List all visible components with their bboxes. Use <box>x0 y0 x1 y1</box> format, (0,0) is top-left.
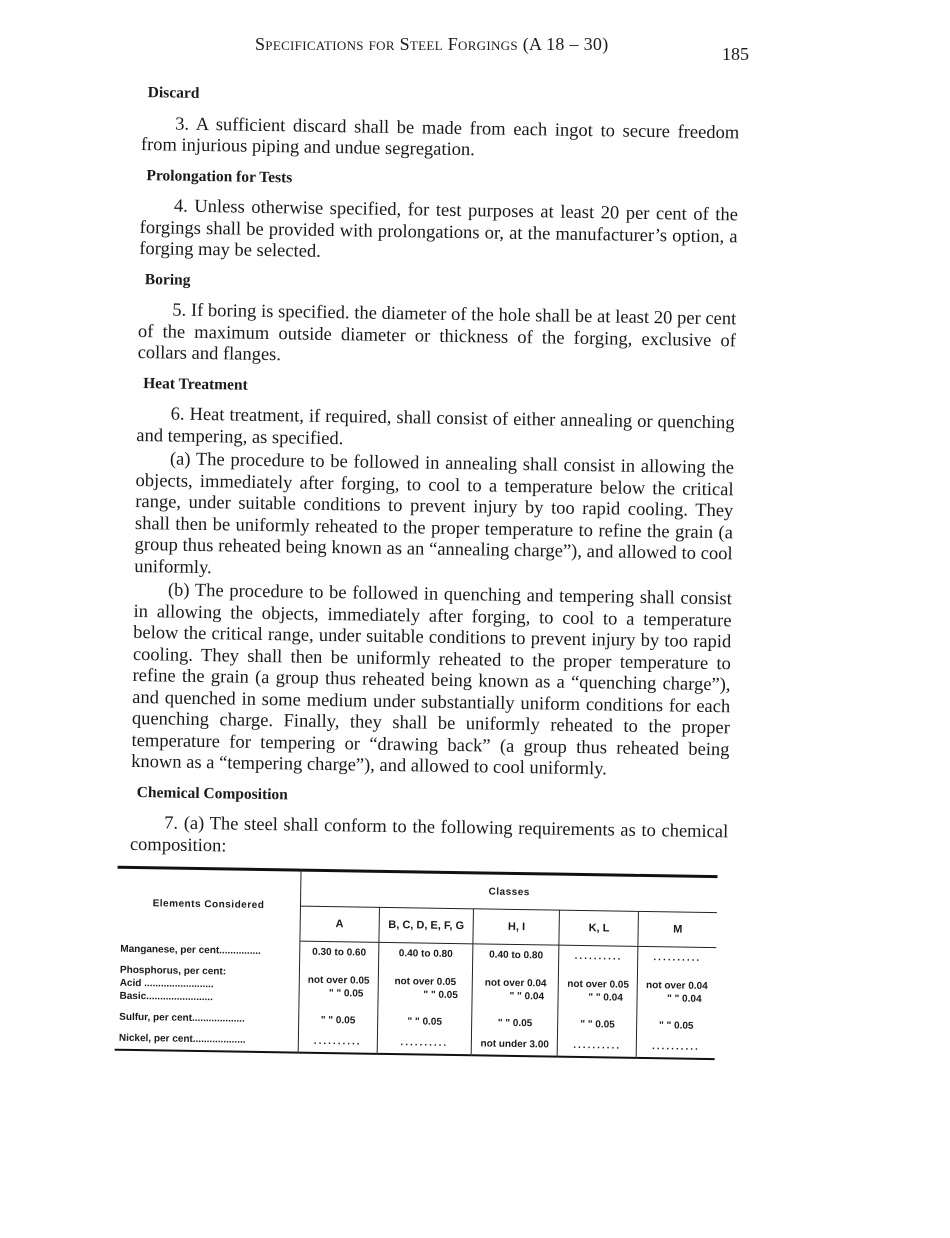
para-annealing: (a) The procedure to be followed in annealing shall consist in allowing the objects, immediately after forging, to cool to a temperature below the critical range, under suitable conditions to prevent injury by too rapid cooling. They shall then be uniformly reheated to the proper temperature to refine the grain (a group thus reheated being known as an “annealing charge”), and allowed to cool uniformly. <box>134 449 735 578</box>
cell-manganese-kl: .......... <box>559 945 638 968</box>
para-prolongation: 4. Unless otherwise specified, for test purposes at least 20 per cent of the forgings shall be provided with prolongations or, at the manufacturer’s option, a forging may be selected. <box>139 196 739 262</box>
cell-sulfur-hi: " " 0.05 <box>472 1012 559 1034</box>
heading-discard: Discard <box>147 84 200 102</box>
cell-phosphorus-a <box>299 963 379 1011</box>
cell-nickel-kl: .......... <box>558 1035 637 1058</box>
cell-sulfur-bcdefg: " " 0.05 <box>377 1011 472 1033</box>
class-a-header: A <box>300 906 379 942</box>
cell-manganese-m: .......... <box>653 952 702 964</box>
heading-chemical: Chemical Composition <box>136 783 288 803</box>
class-m-header: M <box>638 911 717 947</box>
cell-nickel-bcdefg: .......... <box>377 1032 472 1055</box>
cell-phosphorus-m <box>637 968 716 1016</box>
cell-manganese-hi: 0.40 to 0.80 <box>473 944 560 967</box>
class-kl-header: K, L <box>559 910 638 946</box>
phosphorus-basic-bcdefg: " " 0.05 <box>423 989 458 1001</box>
class-hi-header: H, I <box>473 909 560 945</box>
cell-manganese-bcdefg: 0.40 to 0.80 <box>378 942 473 965</box>
row-label-nickel: Nickel, per cent................... <box>115 1028 299 1053</box>
page-number: 185 <box>722 44 749 64</box>
cell-sulfur-m: " " 0.05 <box>658 1020 694 1032</box>
classes-header: Classes <box>300 870 717 913</box>
elements-header: Elements Considered <box>116 867 301 941</box>
cell-phosphorus-kl <box>558 967 638 1015</box>
cell-phosphorus-hi <box>472 965 559 1013</box>
row-label-phosphorus <box>115 960 299 1010</box>
phosphorus-acid-m: not over 0.04 <box>645 979 708 992</box>
phosphorus-acid-bcdefg: not over 0.05 <box>394 975 457 988</box>
heading-boring: Boring <box>144 270 191 289</box>
para-heat-treatment: 6. Heat treatment, if required, shall consist of either annealing or quenching and tempering, as specified. <box>136 404 735 449</box>
para-discard: 3. A sufficient discard shall be made from each ingot to secure freedom from injurious piping and undue segregation. <box>140 114 740 161</box>
running-title: Specifications for Steel Forgings (A 18 – 30) <box>255 34 609 54</box>
phosphorus-basic-a: " " 0.05 <box>328 987 364 1000</box>
para-quenching: (b) The procedure to be followed in quenching and tempering shall consist in allowing the objects, immediately after forging, to cool to a temperature below the critical range, under suitable conditions to prevent injury by too rapid cooling. They shall then be uniformly reheated to the proper temperature to refine the grain (a group thus reheated being known as a “quenching charge”), and quenched in some medium under substantially uniform conditions for each quenching charge. Finally, they shall be uniformly reheated to the proper temperature for tempering or “drawing back” (a group thus reheated being known as a “tempering charge”), and allowed to cool uniformly. <box>131 580 733 780</box>
cell-manganese-a: 0.30 to 0.60 <box>300 941 379 964</box>
phosphorus-acid-a: not over 0.05 <box>307 974 370 987</box>
cell-nickel-hi: not under 3.00 <box>471 1033 558 1056</box>
heading-heat-treatment: Heat Treatment <box>143 374 248 394</box>
phosphorus-acid-kl: not over 0.05 <box>567 978 630 991</box>
cell-sulfur-kl: " " 0.05 <box>558 1014 637 1036</box>
heading-prolongation: Prolongation for Tests <box>146 166 293 186</box>
phosphorus-acid-hi: not over 0.04 <box>484 976 547 989</box>
phosphorus-basic-hi: " " 0.04 <box>509 990 545 1002</box>
body-content <box>118 76 740 1060</box>
phosphorus-label: Phosphorus, per cent: <box>119 964 227 978</box>
class-bcdefg-header: B, C, D, E, F, G <box>379 907 474 943</box>
chemical-table-wrap <box>115 866 718 1060</box>
row-label-sulfur: Sulfur, per cent................... <box>115 1007 299 1031</box>
row-label-manganese: Manganese, per cent............... <box>116 938 300 962</box>
phosphorus-basic-m: " " 0.04 <box>666 992 702 1005</box>
para-boring: 5. If boring is specified. the diameter of the hole shall be at least 20 per cent of the maximum outside diameter or thickness of the forging, exclusive of collars and flanges. <box>137 300 737 366</box>
phosphorus-basic-label: Basic........................ <box>119 990 213 1004</box>
cell-nickel-m: .......... <box>636 1036 715 1059</box>
cell-sulfur-a: " " 0.05 <box>299 1010 378 1032</box>
chemical-composition-table <box>115 866 718 1060</box>
cell-phosphorus-bcdefg <box>378 964 473 1012</box>
phosphorus-acid-label: Acid ......................... <box>119 977 214 991</box>
para-chemical: 7. (a) The steel shall conform to the following requirements as to chemical composition: <box>129 813 729 856</box>
phosphorus-basic-kl: " " 0.04 <box>588 991 623 1004</box>
cell-nickel-a: .......... <box>298 1031 377 1054</box>
